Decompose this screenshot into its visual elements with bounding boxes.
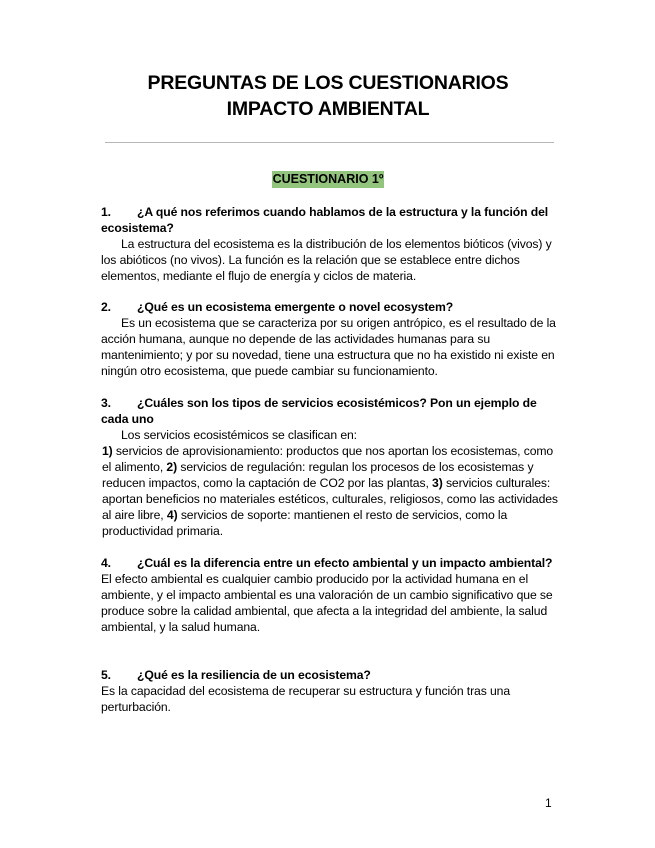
answer-1: La estructura del ecosistema es la distribución de los elementos bióticos (vivos) y los abióticos (no vivos). La función es la relación que se establece entre dichos elementos, mediante el flujo de energía y ciclos de materia. xyxy=(101,237,552,283)
title-line-2: IMPACTO AMBIENTAL xyxy=(226,98,430,120)
question-text: ¿Cuáles son los tipos de servicios ecosistémicos? Pon un ejemplo de cada uno xyxy=(101,396,537,426)
question-block-3 xyxy=(101,395,559,539)
question-block-2 xyxy=(101,299,559,379)
list-marker: 1) xyxy=(102,444,113,458)
list-marker: 4) xyxy=(166,508,178,522)
title-line-1: PREGUNTAS DE LOS CUESTIONARIOS xyxy=(147,72,509,94)
answer-3-intro: Los servicios ecosistémicos se clasifican en: xyxy=(121,428,357,442)
list-marker: 2) xyxy=(166,460,178,474)
question-3 xyxy=(101,395,559,427)
question-block-1 xyxy=(101,204,559,284)
answer-3-list xyxy=(101,443,559,539)
question-number: 2. xyxy=(101,300,111,314)
list-text: servicios de soporte: mantienen el resto de servicios, como la productividad primaria. xyxy=(102,508,508,538)
list-marker: 3) xyxy=(432,476,443,490)
list-text: servicios de regulación: regulan los procesos de los ecosistemas y reducen impactos, como la captación de CO2 por las plantas, xyxy=(102,460,534,490)
question-5 xyxy=(101,667,559,683)
question-block-4 xyxy=(101,555,559,635)
answer-4: El efecto ambiental es cualquier cambio producido por la actividad humana en el ambiente, y el impacto ambiental es una valoración de un cambio significativo que se produce sobre la calidad ambiental, que afecta a la integridad del ambiente, la salud ambiental, y la salud humana. xyxy=(101,572,553,634)
question-number: 5. xyxy=(101,668,111,682)
question-4 xyxy=(101,555,559,571)
question-block-5 xyxy=(101,667,559,715)
page-number: 1 xyxy=(545,796,552,810)
question-text: ¿Cuál es la diferencia entre un efecto ambiental y un impacto ambiental? xyxy=(137,556,553,570)
question-text: ¿Qué es la resiliencia de un ecosistema? xyxy=(137,668,371,682)
section-heading: CUESTIONARIO 1º xyxy=(272,172,384,186)
section-heading-container xyxy=(101,170,555,188)
question-number: 4. xyxy=(101,556,111,570)
question-text: ¿Qué es un ecosistema emergente o novel ecosystem? xyxy=(137,300,454,314)
answer-5: Es la capacidad del ecosistema de recuperar su estructura y función tras una perturbación. xyxy=(101,684,511,714)
answer-2: Es un ecosistema que se caracteriza por su origen antrópico, es el resultado de la acción humana, aunque no depende de las actividades humanas para su mantenimiento; y por su novedad, tiene una estructura que no ha existido ni existe en ningún otro ecosistema, que puede cambiar su funcionamiento. xyxy=(101,316,556,378)
question-number: 1. xyxy=(101,205,111,219)
question-2 xyxy=(101,299,559,315)
question-text: ¿A qué nos referimos cuando hablamos de la estructura y la función del ecosistema? xyxy=(101,205,549,235)
horizontal-divider xyxy=(105,142,554,143)
list-text: servicios culturales: aportan beneficios no materiales estéticos, culturales, religiosos, como las actividades al aire libre, xyxy=(102,476,558,522)
question-1 xyxy=(101,204,559,236)
list-text: servicios de aprovisionamiento: productos que nos aportan los ecosistemas, como el alimento, xyxy=(102,444,554,474)
question-number: 3. xyxy=(101,396,111,410)
document-title xyxy=(101,70,555,122)
